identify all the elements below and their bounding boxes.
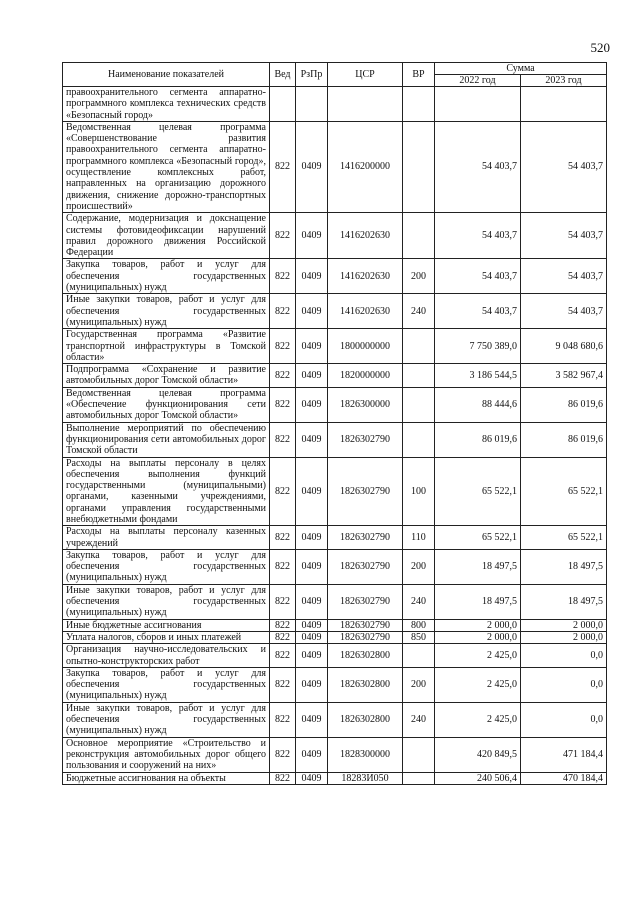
cell-sum-2022: 18 497,5 [435, 549, 521, 584]
cell-vr [403, 121, 435, 212]
cell-csr: 18283И050 [328, 772, 403, 784]
cell-sum-2022: 2 000,0 [435, 619, 521, 631]
cell-sum-2023: 65 522,1 [521, 457, 607, 526]
header-ved: Вед [270, 63, 296, 87]
table-row [63, 549, 607, 584]
cell-rzpr: 0409 [296, 737, 328, 772]
cell-sum-2023: 86 019,6 [521, 422, 607, 457]
table-row [63, 619, 607, 631]
header-year-2022: 2022 год [435, 75, 521, 87]
cell-rzpr: 0409 [296, 584, 328, 619]
cell-vr [403, 364, 435, 388]
cell-sum-2022: 7 750 389,0 [435, 329, 521, 364]
table-row [63, 387, 607, 422]
table-row [63, 584, 607, 619]
table-row [63, 457, 607, 526]
cell-name: Закупка товаров, работ и услуг для обеспечения государственных (муниципальных) нужд [63, 549, 270, 584]
cell-name: Содержание, модернизация и докснащение системы фотовидеофиксации нарушений правил дорожного движения Российской Федерации [63, 213, 270, 259]
cell-vr: 200 [403, 259, 435, 294]
cell-sum-2023: 54 403,7 [521, 121, 607, 212]
cell-sum-2023: 471 184,4 [521, 737, 607, 772]
cell-vr: 110 [403, 526, 435, 550]
cell-vr [403, 422, 435, 457]
cell-sum-2023: 2 000,0 [521, 619, 607, 631]
cell-sum-2022: 54 403,7 [435, 259, 521, 294]
cell-name: Закупка товаров, работ и услуг для обеспечения государственных (муниципальных) нужд [63, 259, 270, 294]
cell-name: Уплата налогов, сборов и иных платежей [63, 631, 270, 643]
cell-name: Ведомственная целевая программа «Совершенствование развития правоохранительного сегмента аппаратно-программного комплекса «Безопасный город», осуществление комплексных работ, направленных на организацию дорожного движения, снижение дорожно-транспортных происшествий» [63, 121, 270, 212]
table-row [63, 329, 607, 364]
cell-ved [270, 87, 296, 122]
cell-name: Выполнение мероприятий по обеспечению функционирования сети автомобильных дорог Томской области [63, 422, 270, 457]
table-row [63, 364, 607, 388]
cell-ved: 822 [270, 702, 296, 737]
cell-csr: 1826302790 [328, 584, 403, 619]
cell-sum-2023: 54 403,7 [521, 294, 607, 329]
cell-ved: 822 [270, 121, 296, 212]
page-number: 520 [590, 40, 610, 55]
cell-sum-2023: 470 184,4 [521, 772, 607, 784]
cell-sum-2023: 3 582 967,4 [521, 364, 607, 388]
cell-sum-2022: 86 019,6 [435, 422, 521, 457]
cell-name: Иные закупки товаров, работ и услуг для обеспечения государственных (муниципальных) нужд [63, 294, 270, 329]
cell-sum-2022: 88 444,6 [435, 387, 521, 422]
header-rzpr: РзПр [296, 63, 328, 87]
cell-sum-2022: 54 403,7 [435, 213, 521, 259]
cell-sum-2022: 2 425,0 [435, 702, 521, 737]
cell-csr: 1826302790 [328, 526, 403, 550]
cell-sum-2022: 2 425,0 [435, 667, 521, 702]
cell-sum-2023: 0,0 [521, 667, 607, 702]
cell-name: Организация научно-исследовательских и опытно-конструкторских работ [63, 644, 270, 668]
cell-csr: 1826302800 [328, 667, 403, 702]
table-row [63, 121, 607, 212]
cell-name: Расходы на выплаты персоналу в целях обеспечения выполнения функций государственными (муниципальными) органами, казенными учреждениями, органами управления государственными внебюджетными фондами [63, 457, 270, 526]
cell-sum-2023 [521, 87, 607, 122]
cell-csr: 1826302790 [328, 457, 403, 526]
cell-sum-2022: 65 522,1 [435, 457, 521, 526]
cell-ved: 822 [270, 549, 296, 584]
cell-vr [403, 87, 435, 122]
cell-ved: 822 [270, 364, 296, 388]
table-row [63, 294, 607, 329]
cell-name: Основное мероприятие «Строительство и реконструкция автомобильных дорог общего пользования и сооружений на них» [63, 737, 270, 772]
cell-ved: 822 [270, 631, 296, 643]
cell-ved: 822 [270, 329, 296, 364]
cell-rzpr: 0409 [296, 294, 328, 329]
cell-ved: 822 [270, 644, 296, 668]
cell-sum-2022: 54 403,7 [435, 294, 521, 329]
cell-sum-2022 [435, 87, 521, 122]
cell-vr [403, 772, 435, 784]
cell-rzpr: 0409 [296, 631, 328, 643]
cell-vr: 100 [403, 457, 435, 526]
header-name: Наименование показателей [63, 63, 270, 87]
cell-rzpr: 0409 [296, 329, 328, 364]
cell-ved: 822 [270, 737, 296, 772]
cell-csr: 1416202630 [328, 259, 403, 294]
cell-name: Закупка товаров, работ и услуг для обеспечения государственных (муниципальных) нужд [63, 667, 270, 702]
cell-sum-2022: 18 497,5 [435, 584, 521, 619]
cell-rzpr: 0409 [296, 259, 328, 294]
table-row [63, 644, 607, 668]
cell-rzpr: 0409 [296, 387, 328, 422]
cell-ved: 822 [270, 387, 296, 422]
cell-sum-2023: 0,0 [521, 644, 607, 668]
cell-rzpr: 0409 [296, 619, 328, 631]
budget-table [62, 62, 607, 785]
cell-csr: 1416200000 [328, 121, 403, 212]
cell-csr: 1826302790 [328, 549, 403, 584]
cell-csr: 1826302790 [328, 631, 403, 643]
cell-vr [403, 213, 435, 259]
cell-sum-2023: 0,0 [521, 702, 607, 737]
cell-csr: 1828300000 [328, 737, 403, 772]
cell-sum-2023: 65 522,1 [521, 526, 607, 550]
cell-ved: 822 [270, 772, 296, 784]
cell-name: Бюджетные ассигнования на объекты [63, 772, 270, 784]
table-row [63, 259, 607, 294]
cell-rzpr: 0409 [296, 121, 328, 212]
cell-rzpr: 0409 [296, 364, 328, 388]
cell-sum-2022: 240 506,4 [435, 772, 521, 784]
cell-rzpr: 0409 [296, 457, 328, 526]
cell-csr: 1826302790 [328, 422, 403, 457]
header-sum: Сумма [435, 63, 607, 75]
cell-vr: 240 [403, 702, 435, 737]
cell-sum-2022: 2 000,0 [435, 631, 521, 643]
cell-ved: 822 [270, 667, 296, 702]
cell-csr: 1826302790 [328, 619, 403, 631]
cell-rzpr: 0409 [296, 422, 328, 457]
cell-csr: 1826302800 [328, 702, 403, 737]
cell-name: Ведомственная целевая программа «Обеспечение функционирования сети автомобильных дорог Томской области» [63, 387, 270, 422]
cell-rzpr: 0409 [296, 772, 328, 784]
header-csr: ЦСР [328, 63, 403, 87]
cell-ved: 822 [270, 584, 296, 619]
cell-sum-2023: 54 403,7 [521, 259, 607, 294]
cell-sum-2022: 54 403,7 [435, 121, 521, 212]
cell-sum-2022: 65 522,1 [435, 526, 521, 550]
cell-csr: 1416202630 [328, 294, 403, 329]
cell-ved: 822 [270, 619, 296, 631]
cell-vr: 850 [403, 631, 435, 643]
cell-vr: 240 [403, 584, 435, 619]
cell-sum-2022: 2 425,0 [435, 644, 521, 668]
cell-name: Иные закупки товаров, работ и услуг для обеспечения государственных (муниципальных) нужд [63, 702, 270, 737]
cell-vr [403, 737, 435, 772]
cell-rzpr: 0409 [296, 702, 328, 737]
cell-sum-2023: 18 497,5 [521, 584, 607, 619]
header-vr: ВР [403, 63, 435, 87]
cell-name: Иные бюджетные ассигнования [63, 619, 270, 631]
table-row [63, 772, 607, 784]
cell-rzpr: 0409 [296, 667, 328, 702]
cell-name: Иные закупки товаров, работ и услуг для обеспечения государственных (муниципальных) нужд [63, 584, 270, 619]
cell-sum-2022: 3 186 544,5 [435, 364, 521, 388]
table-row [63, 422, 607, 457]
cell-vr: 200 [403, 549, 435, 584]
cell-sum-2023: 54 403,7 [521, 213, 607, 259]
cell-sum-2023: 86 019,6 [521, 387, 607, 422]
table-row [63, 213, 607, 259]
cell-csr: 1800000000 [328, 329, 403, 364]
cell-csr: 1820000000 [328, 364, 403, 388]
table-body [63, 87, 607, 785]
cell-ved: 822 [270, 422, 296, 457]
table-row [63, 526, 607, 550]
cell-csr: 1416202630 [328, 213, 403, 259]
cell-ved: 822 [270, 259, 296, 294]
cell-rzpr: 0409 [296, 644, 328, 668]
cell-sum-2023: 9 048 680,6 [521, 329, 607, 364]
cell-ved: 822 [270, 213, 296, 259]
table-row [63, 667, 607, 702]
cell-rzpr: 0409 [296, 213, 328, 259]
cell-ved: 822 [270, 294, 296, 329]
cell-sum-2023: 2 000,0 [521, 631, 607, 643]
header-year-2023: 2023 год [521, 75, 607, 87]
cell-csr: 1826300000 [328, 387, 403, 422]
cell-name: Расходы на выплаты персоналу казенных учреждений [63, 526, 270, 550]
cell-vr: 800 [403, 619, 435, 631]
cell-rzpr: 0409 [296, 526, 328, 550]
cell-sum-2023: 18 497,5 [521, 549, 607, 584]
cell-ved: 822 [270, 457, 296, 526]
cell-name: Государственная программа «Развитие транспортной инфраструктуры в Томской области» [63, 329, 270, 364]
cell-vr [403, 387, 435, 422]
cell-vr [403, 644, 435, 668]
cell-csr: 1826302800 [328, 644, 403, 668]
cell-name: Подпрограмма «Сохранение и развитие автомобильных дорог Томской области» [63, 364, 270, 388]
cell-vr: 200 [403, 667, 435, 702]
cell-rzpr: 0409 [296, 549, 328, 584]
table-row [63, 631, 607, 643]
cell-vr [403, 329, 435, 364]
table-row [63, 87, 607, 122]
cell-csr [328, 87, 403, 122]
cell-name: правоохранительного сегмента аппаратно-программного комплекса технических средств «Безопасный город» [63, 87, 270, 122]
cell-ved: 822 [270, 526, 296, 550]
cell-rzpr [296, 87, 328, 122]
cell-sum-2022: 420 849,5 [435, 737, 521, 772]
table-row [63, 737, 607, 772]
cell-vr: 240 [403, 294, 435, 329]
table-row [63, 702, 607, 737]
